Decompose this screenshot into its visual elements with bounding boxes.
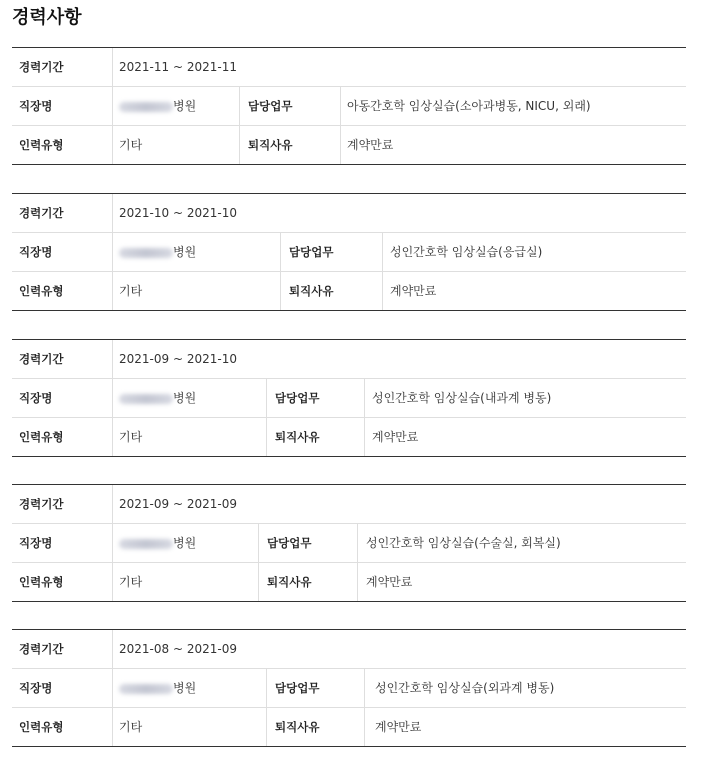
period-value: 2021-10 ~ 2021-10 xyxy=(119,206,237,220)
workplace-value: 병원 xyxy=(119,669,196,707)
redacted-name xyxy=(119,684,173,694)
personnel-type-value: 기타 xyxy=(119,575,143,589)
career-record xyxy=(12,47,686,165)
period-row xyxy=(12,340,686,379)
period-row xyxy=(12,630,686,669)
duty-label: 담당업무 xyxy=(289,245,334,259)
workplace-label: 직장명 xyxy=(19,681,53,695)
period-value: 2021-09 ~ 2021-10 xyxy=(119,352,237,366)
leave-reason-value: 계약만료 xyxy=(375,720,422,734)
workplace-label: 직장명 xyxy=(19,245,53,259)
redacted-name xyxy=(119,539,173,549)
duty-value: 성인간호학 임상실습(응급실) xyxy=(390,245,543,259)
redacted-name xyxy=(119,248,173,258)
period-label: 경력기간 xyxy=(19,642,64,656)
workplace-row xyxy=(12,379,686,418)
duty-value: 성인간호학 임상실습(수술실, 회복실) xyxy=(366,536,561,550)
type-row xyxy=(12,418,686,457)
period-value: 2021-11 ~ 2021-11 xyxy=(119,60,237,74)
workplace-label: 직장명 xyxy=(19,391,53,405)
period-value: 2021-09 ~ 2021-09 xyxy=(119,497,237,511)
type-row xyxy=(12,126,686,165)
period-row xyxy=(12,194,686,233)
leave-reason-value: 계약만료 xyxy=(390,284,437,298)
career-record xyxy=(12,484,686,602)
leave-reason-label: 퇴직사유 xyxy=(248,138,293,152)
workplace-value: 병원 xyxy=(119,524,196,562)
period-label: 경력기간 xyxy=(19,206,64,220)
type-row xyxy=(12,708,686,747)
personnel-type-label: 인력유형 xyxy=(19,138,64,152)
personnel-type-label: 인력유형 xyxy=(19,430,64,444)
personnel-type-value: 기타 xyxy=(119,720,143,734)
duty-value: 성인간호학 임상실습(내과계 병동) xyxy=(372,391,552,405)
personnel-type-value: 기타 xyxy=(119,284,143,298)
workplace-row xyxy=(12,524,686,563)
personnel-type-value: 기타 xyxy=(119,138,143,152)
leave-reason-label: 퇴직사유 xyxy=(275,720,320,734)
duty-label: 담당업무 xyxy=(248,99,293,113)
workplace-label: 직장명 xyxy=(19,99,53,113)
type-row xyxy=(12,563,686,602)
period-label: 경력기간 xyxy=(19,352,64,366)
workplace-row xyxy=(12,233,686,272)
period-label: 경력기간 xyxy=(19,497,64,511)
duty-value: 아동간호학 임상실습(소아과병동, NICU, 외래) xyxy=(347,99,591,113)
section-title: 경력사항 xyxy=(12,7,82,28)
personnel-type-value: 기타 xyxy=(119,430,143,444)
period-label: 경력기간 xyxy=(19,60,64,74)
workplace-value: 병원 xyxy=(119,87,196,125)
personnel-type-label: 인력유형 xyxy=(19,720,64,734)
leave-reason-value: 계약만료 xyxy=(347,138,394,152)
workplace-value: 병원 xyxy=(119,233,196,271)
duty-label: 담당업무 xyxy=(267,536,312,550)
personnel-type-label: 인력유형 xyxy=(19,575,64,589)
duty-label: 담당업무 xyxy=(275,391,320,405)
leave-reason-value: 계약만료 xyxy=(366,575,413,589)
personnel-type-label: 인력유형 xyxy=(19,284,64,298)
duty-label: 담당업무 xyxy=(275,681,320,695)
leave-reason-label: 퇴직사유 xyxy=(289,284,334,298)
career-record xyxy=(12,629,686,747)
workplace-row xyxy=(12,87,686,126)
redacted-name xyxy=(119,394,173,404)
redacted-name xyxy=(119,102,173,112)
period-row xyxy=(12,48,686,87)
career-record xyxy=(12,193,686,311)
career-record xyxy=(12,339,686,457)
leave-reason-label: 퇴직사유 xyxy=(267,575,312,589)
clipped-header-text xyxy=(230,0,570,2)
period-value: 2021-08 ~ 2021-09 xyxy=(119,642,237,656)
duty-value: 성인간호학 임상실습(외과계 병동) xyxy=(375,681,555,695)
leave-reason-value: 계약만료 xyxy=(372,430,419,444)
period-row xyxy=(12,485,686,524)
workplace-row xyxy=(12,669,686,708)
workplace-label: 직장명 xyxy=(19,536,53,550)
workplace-value: 병원 xyxy=(119,379,196,417)
leave-reason-label: 퇴직사유 xyxy=(275,430,320,444)
type-row xyxy=(12,272,686,311)
